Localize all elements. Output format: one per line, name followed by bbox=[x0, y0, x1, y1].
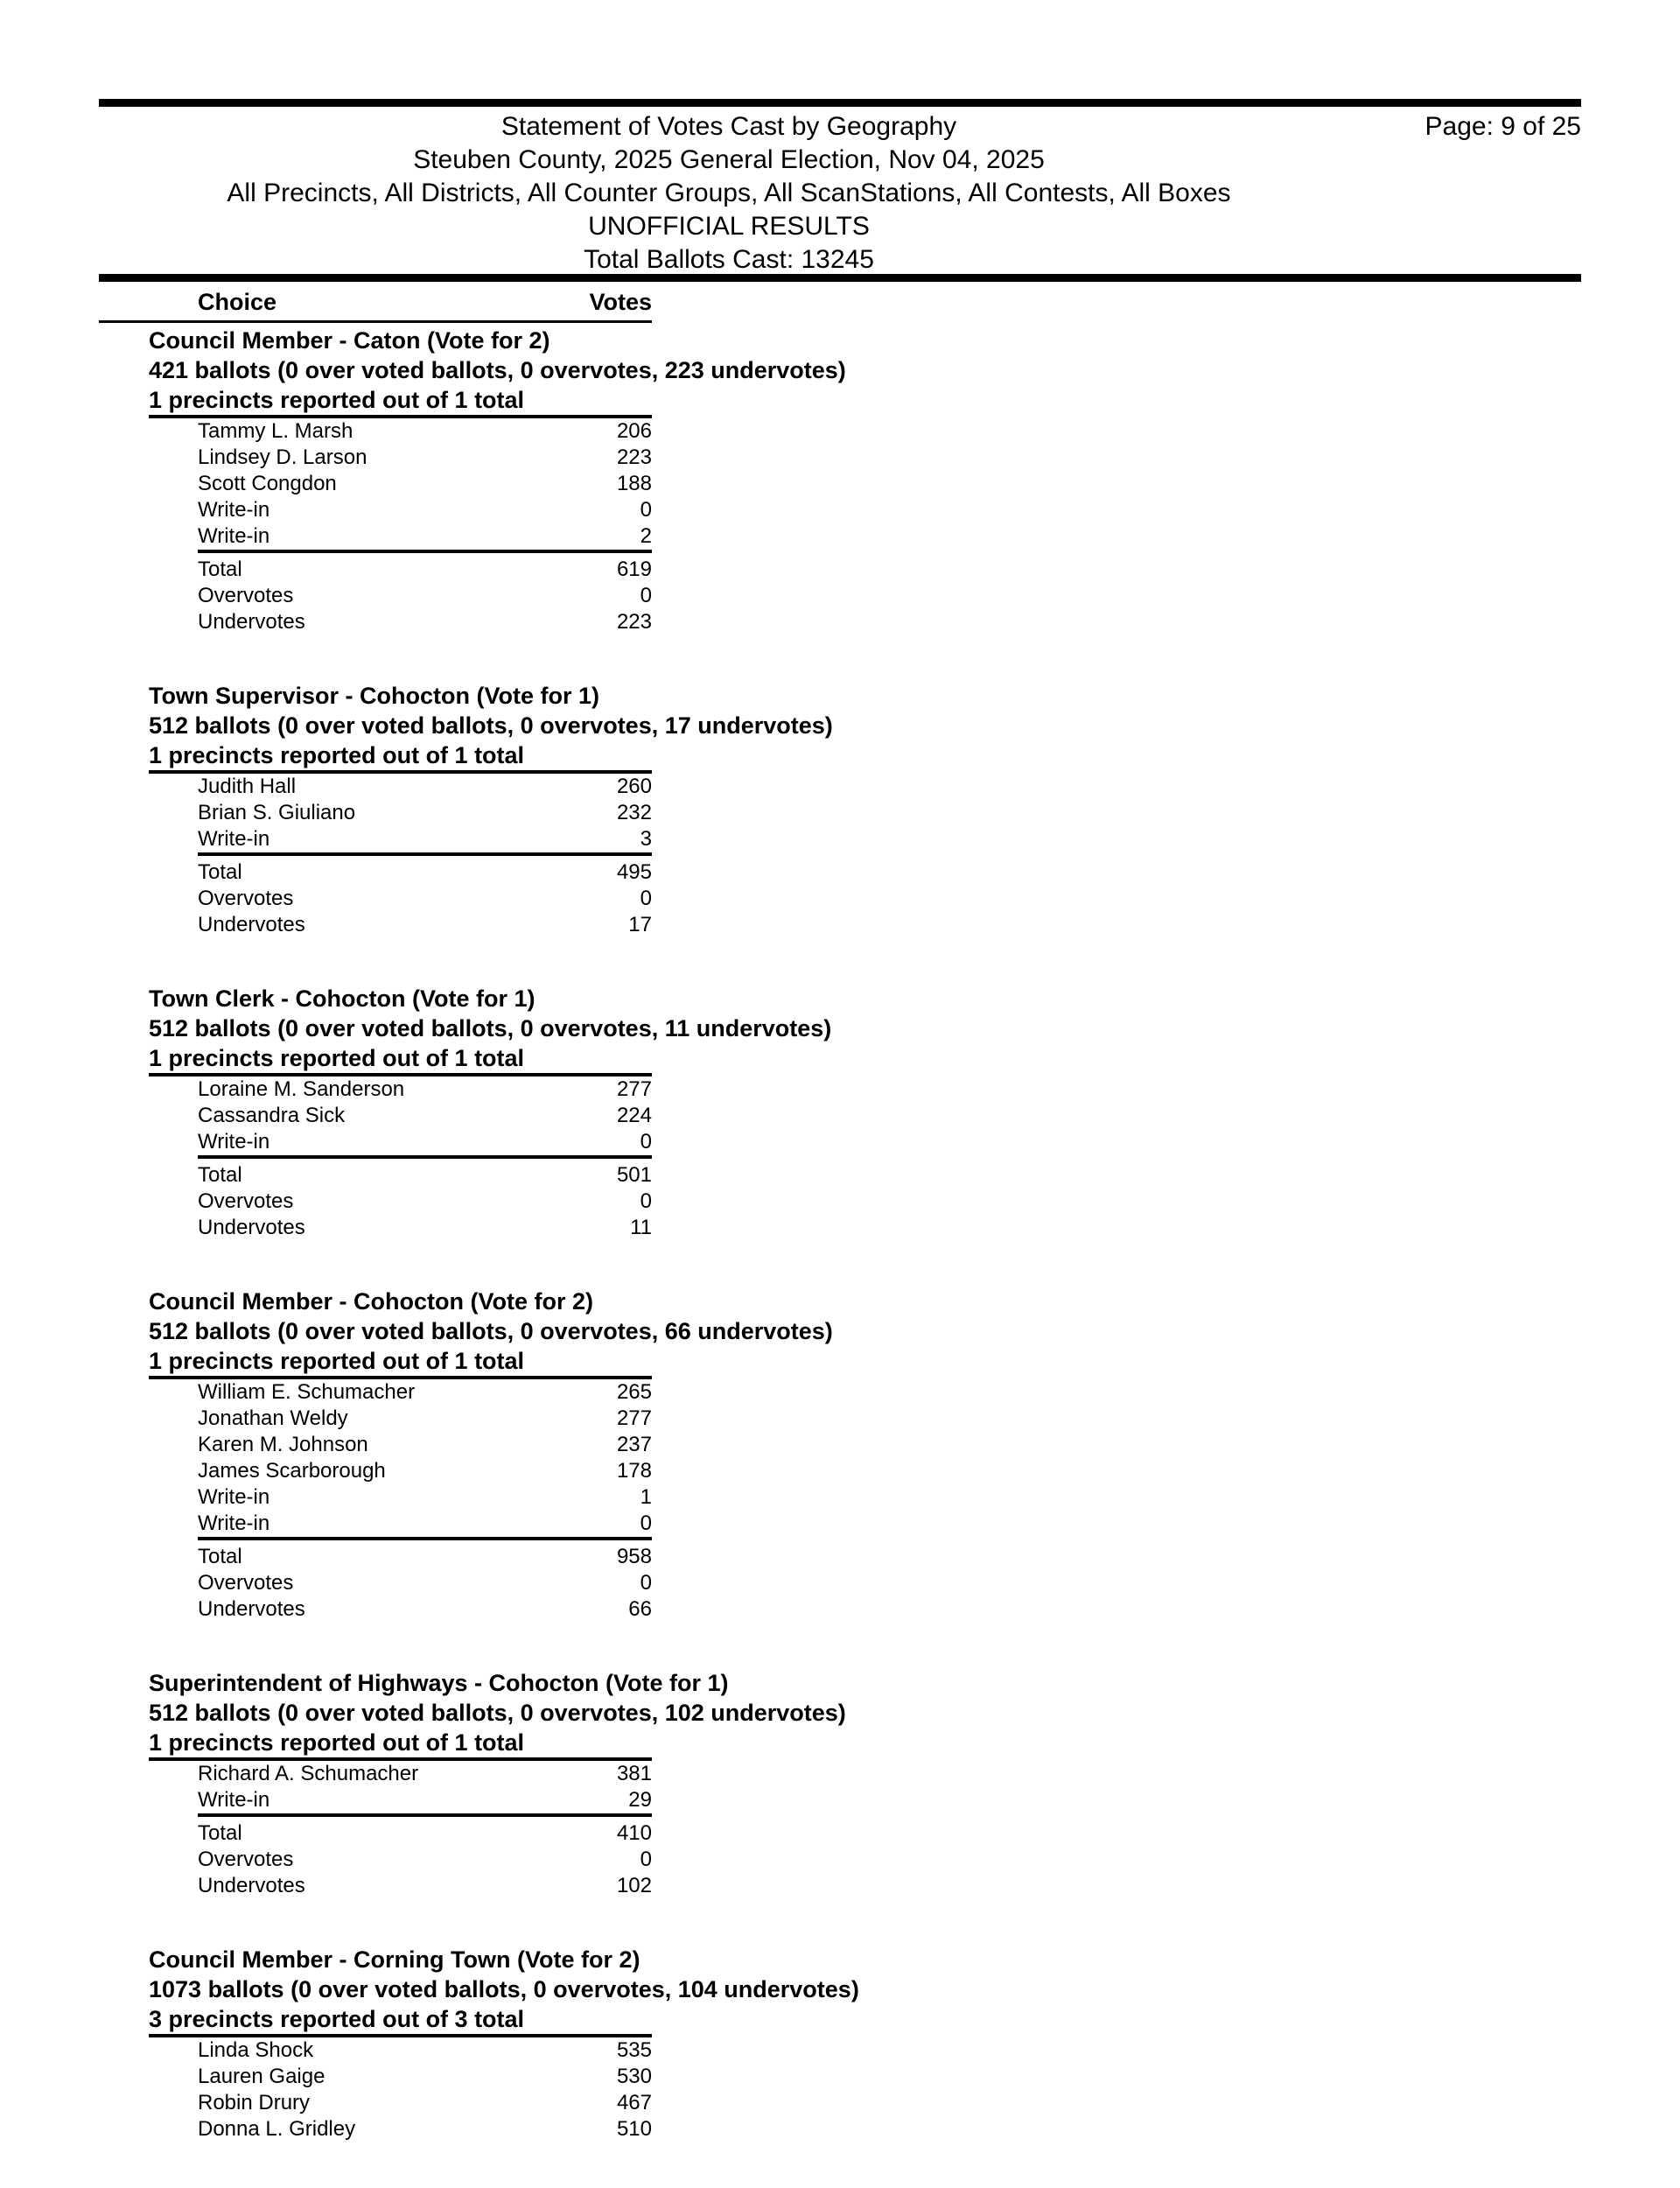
total-ballots: Total Ballots Cast: 13245 bbox=[584, 245, 874, 274]
candidate-votes: 237 bbox=[616, 1433, 652, 1456]
candidate-votes: 265 bbox=[616, 1380, 652, 1404]
candidate-row bbox=[149, 2090, 652, 2116]
contest-precincts: 1 precincts reported out of 1 total bbox=[149, 1346, 652, 1379]
summary-value: 0 bbox=[640, 1848, 652, 1871]
candidate-name: Linda Shock bbox=[198, 2038, 314, 2062]
summary-row-overvotes bbox=[149, 886, 652, 912]
summary-row-overvotes bbox=[149, 583, 652, 609]
summary-row-total bbox=[149, 1162, 652, 1189]
candidate-name: Scott Congdon bbox=[198, 472, 337, 495]
summary-value: 0 bbox=[640, 1189, 652, 1213]
column-headers bbox=[99, 289, 652, 323]
candidate-row bbox=[149, 2037, 652, 2064]
candidate-votes: 2 bbox=[640, 524, 652, 548]
contest-title: Superintendent of Highways - Cohocton (Vote for 1) bbox=[149, 1670, 729, 1696]
votes-column-header: Votes bbox=[589, 289, 652, 315]
candidate-rows bbox=[149, 418, 652, 553]
summary-label: Undervotes bbox=[198, 1597, 305, 1621]
candidate-votes: 0 bbox=[640, 1511, 652, 1535]
contest-section bbox=[149, 681, 1199, 938]
candidate-row bbox=[149, 1379, 652, 1406]
candidate-votes: 178 bbox=[616, 1459, 652, 1483]
candidate-row bbox=[149, 497, 652, 523]
candidate-row bbox=[149, 1076, 652, 1103]
summary-label: Overvotes bbox=[198, 1571, 294, 1595]
summary-value: 66 bbox=[628, 1597, 652, 1621]
summary-value: 17 bbox=[628, 913, 652, 936]
summary-value: 619 bbox=[616, 558, 652, 581]
candidate-votes: 29 bbox=[628, 1788, 652, 1812]
summary-value: 495 bbox=[616, 860, 652, 884]
summary-row-overvotes bbox=[149, 1570, 652, 1596]
contest-ballots: 512 ballots (0 over voted ballots, 0 overvotes, 102 undervotes) bbox=[149, 1700, 846, 1726]
summary-value: 958 bbox=[616, 1545, 652, 1568]
header-bottom-rule bbox=[99, 274, 1581, 282]
contests-list bbox=[149, 326, 1199, 2188]
summary-row-overvotes bbox=[149, 1189, 652, 1215]
contest-title: Council Member - Caton (Vote for 2) bbox=[149, 327, 550, 354]
summary-label: Total bbox=[198, 1545, 242, 1568]
candidate-votes: 535 bbox=[616, 2038, 652, 2062]
summary-value: 11 bbox=[630, 1216, 652, 1239]
candidate-row bbox=[198, 826, 652, 856]
candidate-name: Tammy L. Marsh bbox=[198, 419, 354, 443]
candidate-name: Write-in bbox=[198, 498, 270, 522]
candidate-votes: 3 bbox=[640, 827, 652, 851]
candidate-row bbox=[198, 1511, 652, 1540]
summary-label: Undervotes bbox=[198, 913, 305, 936]
candidate-rows bbox=[149, 774, 652, 856]
summary-label: Total bbox=[198, 1821, 242, 1845]
summary-row-undervotes bbox=[149, 1596, 652, 1623]
report-status: UNOFFICIAL RESULTS bbox=[588, 212, 870, 241]
candidate-row bbox=[149, 1103, 652, 1129]
candidate-votes: 381 bbox=[616, 1762, 652, 1785]
candidate-name: Write-in bbox=[198, 1511, 270, 1535]
candidate-votes: 0 bbox=[640, 498, 652, 522]
summary-rows bbox=[149, 557, 652, 635]
candidate-votes: 188 bbox=[616, 472, 652, 495]
contest-precincts: 3 precincts reported out of 3 total bbox=[149, 2004, 652, 2037]
summary-value: 223 bbox=[616, 610, 652, 634]
summary-rows bbox=[149, 1820, 652, 1899]
candidate-votes: 277 bbox=[616, 1077, 652, 1101]
choice-column-header: Choice bbox=[198, 289, 277, 315]
summary-row-undervotes bbox=[149, 912, 652, 938]
summary-value: 0 bbox=[640, 887, 652, 910]
summary-value: 0 bbox=[640, 584, 652, 607]
contest-title: Town Supervisor - Cohocton (Vote for 1) bbox=[149, 683, 599, 709]
candidate-rows bbox=[149, 1379, 652, 1540]
contest-ballots: 512 ballots (0 over voted ballots, 0 overvotes, 66 undervotes) bbox=[149, 1318, 833, 1344]
candidate-name: Cassandra Sick bbox=[198, 1104, 346, 1127]
summary-label: Overvotes bbox=[198, 887, 294, 910]
summary-row-total bbox=[149, 1544, 652, 1570]
candidate-votes: 260 bbox=[616, 775, 652, 798]
summary-rows bbox=[149, 1162, 652, 1241]
contest-title: Council Member - Cohocton (Vote for 2) bbox=[149, 1288, 593, 1315]
candidate-name: Write-in bbox=[198, 1485, 270, 1509]
candidate-row bbox=[149, 1761, 652, 1787]
contest-ballots: 512 ballots (0 over voted ballots, 0 overvotes, 11 undervotes) bbox=[149, 1015, 832, 1041]
summary-row-undervotes bbox=[149, 1215, 652, 1241]
candidate-row bbox=[198, 1129, 652, 1159]
summary-row-undervotes bbox=[149, 609, 652, 635]
summary-label: Total bbox=[198, 860, 242, 884]
candidate-votes: 467 bbox=[616, 2091, 652, 2114]
candidate-row bbox=[149, 1458, 652, 1484]
contest-section bbox=[149, 984, 1199, 1241]
candidate-row bbox=[198, 523, 652, 553]
candidate-row bbox=[149, 2116, 652, 2142]
report-subtitle: Steuben County, 2025 General Election, Nov 04, 2025 bbox=[413, 145, 1045, 174]
candidate-name: Lindsey D. Larson bbox=[198, 445, 368, 469]
candidate-name: William E. Schumacher bbox=[198, 1380, 416, 1404]
contest-section bbox=[149, 326, 1199, 635]
candidate-name: Karen M. Johnson bbox=[198, 1433, 368, 1456]
candidate-name: Write-in bbox=[198, 1788, 270, 1812]
candidate-name: Lauren Gaige bbox=[198, 2065, 326, 2088]
contest-ballots: 421 ballots (0 over voted ballots, 0 overvotes, 223 undervotes) bbox=[149, 357, 846, 383]
contest-ballots: 512 ballots (0 over voted ballots, 0 overvotes, 17 undervotes) bbox=[149, 712, 833, 739]
candidate-name: Write-in bbox=[198, 827, 270, 851]
candidate-name: Donna L. Gridley bbox=[198, 2117, 356, 2141]
candidate-name: Jonathan Weldy bbox=[198, 1406, 348, 1430]
contest-title: Town Clerk - Cohocton (Vote for 1) bbox=[149, 985, 536, 1012]
candidate-rows bbox=[149, 1076, 652, 1159]
contest-section bbox=[149, 1945, 1199, 2142]
candidate-votes: 224 bbox=[616, 1104, 652, 1127]
candidate-votes: 530 bbox=[616, 2065, 652, 2088]
candidate-row bbox=[149, 774, 652, 800]
candidate-name: Judith Hall bbox=[198, 775, 297, 798]
candidate-name: Write-in bbox=[198, 524, 270, 548]
summary-value: 410 bbox=[616, 1821, 652, 1845]
summary-row-total bbox=[149, 1820, 652, 1847]
candidate-row bbox=[149, 2064, 652, 2090]
contest-precincts: 1 precincts reported out of 1 total bbox=[149, 740, 652, 774]
contest-precincts: 1 precincts reported out of 1 total bbox=[149, 1728, 652, 1761]
summary-value: 0 bbox=[640, 1571, 652, 1595]
candidate-row bbox=[149, 1484, 652, 1511]
contest-title: Council Member - Corning Town (Vote for 2) bbox=[149, 1946, 640, 1973]
candidate-row bbox=[149, 800, 652, 826]
candidate-name: James Scarborough bbox=[198, 1459, 386, 1483]
candidate-votes: 0 bbox=[640, 1130, 652, 1154]
summary-label: Total bbox=[198, 558, 242, 581]
candidate-name: Robin Drury bbox=[198, 2091, 311, 2114]
contest-section bbox=[149, 1668, 1199, 1899]
summary-label: Undervotes bbox=[198, 1216, 305, 1239]
candidate-rows bbox=[149, 2037, 652, 2142]
report-header bbox=[99, 110, 1581, 277]
page-number: Page: 9 of 25 bbox=[1424, 112, 1581, 141]
candidate-votes: 232 bbox=[616, 801, 652, 824]
summary-row-total bbox=[149, 557, 652, 583]
candidate-row bbox=[149, 1432, 652, 1458]
candidate-row bbox=[149, 418, 652, 445]
contest-ballots: 1073 ballots (0 over voted ballots, 0 overvotes, 104 undervotes) bbox=[149, 1976, 859, 2002]
candidate-row bbox=[149, 1406, 652, 1432]
top-rule bbox=[99, 99, 1581, 107]
contest-precincts: 1 precincts reported out of 1 total bbox=[149, 1043, 652, 1076]
summary-label: Undervotes bbox=[198, 610, 305, 634]
candidate-name: Brian S. Giuliano bbox=[198, 801, 356, 824]
summary-label: Overvotes bbox=[198, 1848, 294, 1871]
summary-label: Undervotes bbox=[198, 1874, 305, 1897]
report-title: Statement of Votes Cast by Geography bbox=[500, 112, 957, 141]
summary-label: Total bbox=[198, 1163, 242, 1187]
report-filters: All Precincts, All Districts, All Counter Groups, All ScanStations, All Contests, All Boxes bbox=[227, 179, 1231, 207]
summary-value: 102 bbox=[616, 1874, 652, 1897]
summary-label: Overvotes bbox=[198, 1189, 294, 1213]
contest-section bbox=[149, 1287, 1199, 1623]
candidate-votes: 223 bbox=[616, 445, 652, 469]
candidate-votes: 206 bbox=[616, 419, 652, 443]
candidate-row bbox=[149, 471, 652, 497]
candidate-name: Richard A. Schumacher bbox=[198, 1762, 419, 1785]
candidate-rows bbox=[149, 1761, 652, 1817]
candidate-row bbox=[149, 445, 652, 471]
summary-rows bbox=[149, 1544, 652, 1623]
candidate-name: Loraine M. Sanderson bbox=[198, 1077, 405, 1101]
summary-value: 501 bbox=[616, 1163, 652, 1187]
summary-row-overvotes bbox=[149, 1847, 652, 1873]
summary-label: Overvotes bbox=[198, 584, 294, 607]
candidate-votes: 277 bbox=[616, 1406, 652, 1430]
candidate-name: Write-in bbox=[198, 1130, 270, 1154]
contest-precincts: 1 precincts reported out of 1 total bbox=[149, 385, 652, 418]
candidate-votes: 1 bbox=[640, 1485, 652, 1509]
summary-rows bbox=[149, 859, 652, 938]
summary-row-undervotes bbox=[149, 1873, 652, 1899]
candidate-votes: 510 bbox=[616, 2117, 652, 2141]
candidate-row bbox=[198, 1787, 652, 1817]
summary-row-total bbox=[149, 859, 652, 886]
